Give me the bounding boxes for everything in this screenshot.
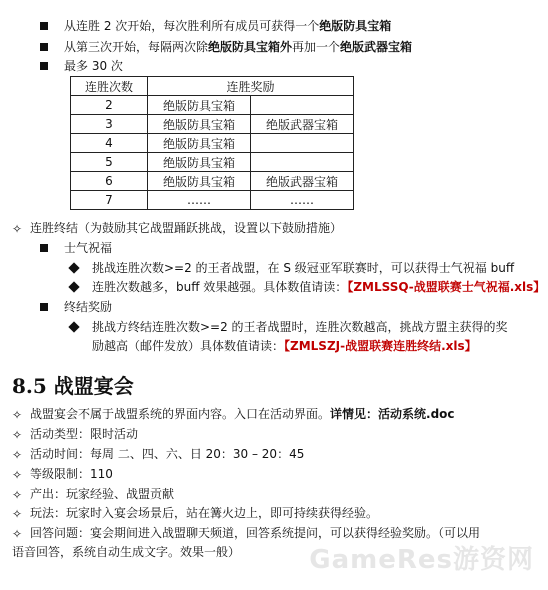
square-bullet-icon	[40, 22, 48, 30]
bullet-line-2: 从第三次开始，每隔两次除绝版防具宝箱外再加一个绝版武器宝箱	[40, 39, 412, 55]
header-cell: 连胜次数	[71, 77, 148, 96]
section-item: ✧ 等级限制：110	[12, 467, 113, 482]
diamond-bullet-icon	[68, 281, 79, 292]
table-row: 7 …… ……	[71, 191, 354, 210]
square-bullet-icon	[40, 62, 48, 70]
morale-heading: 士气祝福	[40, 240, 112, 256]
end-reward-heading: 终结奖励	[40, 299, 112, 315]
diamond-outline-bullet-icon: ✧	[12, 467, 23, 482]
diamond-outline-bullet-icon: ✧	[12, 506, 23, 521]
section-item-continuation: 语音回答，系统自动生成文字。效果一般）	[12, 545, 241, 559]
morale-line-1: 挑战连胜次数>=2 的王者战盟，在 S 级冠亚军联赛时，可以获得士气祝福 buff	[70, 260, 514, 276]
diamond-bullet-icon	[68, 321, 79, 332]
square-bullet-icon	[40, 43, 48, 51]
section-item: ✧ 战盟宴会不属于战盟系统的界面内容。入口在活动界面。详情见：活动系统.doc	[12, 407, 455, 422]
end-reward-file-link[interactable]: 【ZMLSZJ-战盟联赛连胜终结.xls】	[284, 339, 477, 353]
morale-line-2: 连胜次数越多，buff 效果越强。具体数值请读：【ZMLSSQ-战盟联赛士气祝福.xls】	[70, 279, 545, 295]
bullet-line-3: 最多 30 次	[40, 58, 123, 74]
section-item: ✧ 回答问题：宴会期间进入战盟聊天频道，回答系统提问，可以获得经验奖励。（可以用	[12, 526, 481, 541]
diamond-outline-bullet-icon: ✧	[12, 427, 23, 442]
table-row: 6 绝版防具宝箱 绝版武器宝箱	[71, 172, 354, 191]
section-item: ✧ 活动类型：限时活动	[12, 427, 139, 442]
end-reward-line-2: 励越高（邮件发放）具体数值请读：【ZMLSZJ-战盟联赛连胜终结.xls】	[92, 339, 477, 353]
section-item: ✧ 活动时间：每周 二、四、六、日 20：30 – 20：45	[12, 447, 305, 462]
diamond-bullet-icon	[68, 262, 79, 273]
diamond-outline-bullet-icon: ✧	[12, 221, 23, 236]
header-cell: 连胜奖励	[148, 77, 354, 96]
square-bullet-icon	[40, 244, 48, 252]
table-row: 3 绝版防具宝箱 绝版武器宝箱	[71, 115, 354, 134]
diamond-outline-bullet-icon: ✧	[12, 487, 23, 502]
morale-file-link[interactable]: 【ZMLSSQ-战盟联赛士气祝福.xls】	[347, 280, 546, 294]
section-item: ✧ 玩法：玩家时入宴会场景后，站在篝火边上，即可持续获得经验。	[12, 506, 379, 521]
table-header-row	[71, 77, 354, 96]
diamond-outline-bullet-icon: ✧	[12, 526, 23, 541]
diamond-outline-bullet-icon: ✧	[12, 447, 23, 462]
table-row: 5 绝版防具宝箱	[71, 153, 354, 172]
watermark: GameRes游资网	[309, 545, 534, 575]
diamond-outline-bullet-icon: ✧	[12, 407, 23, 422]
section-item: ✧ 产出：玩家经验、战盟贡献	[12, 487, 175, 502]
bullet-line-1: 从连胜 2 次开始，每次胜利所有成员可获得一个绝版防具宝箱	[40, 18, 391, 34]
table-row: 2 绝版防具宝箱	[71, 96, 354, 115]
table-row: 4 绝版防具宝箱	[71, 134, 354, 153]
win-streak-table	[70, 76, 354, 210]
end-streak-title: ✧ 连胜终结（为鼓励其它战盟踊跃挑战，设置以下鼓励措施）	[12, 221, 343, 236]
section-heading: 8.5 战盟宴会	[12, 374, 134, 398]
square-bullet-icon	[40, 303, 48, 311]
end-reward-line-1: 挑战方终结连胜次数>=2 的王者战盟时，连胜次数越高，挑战方盟主获得的奖	[70, 319, 508, 335]
